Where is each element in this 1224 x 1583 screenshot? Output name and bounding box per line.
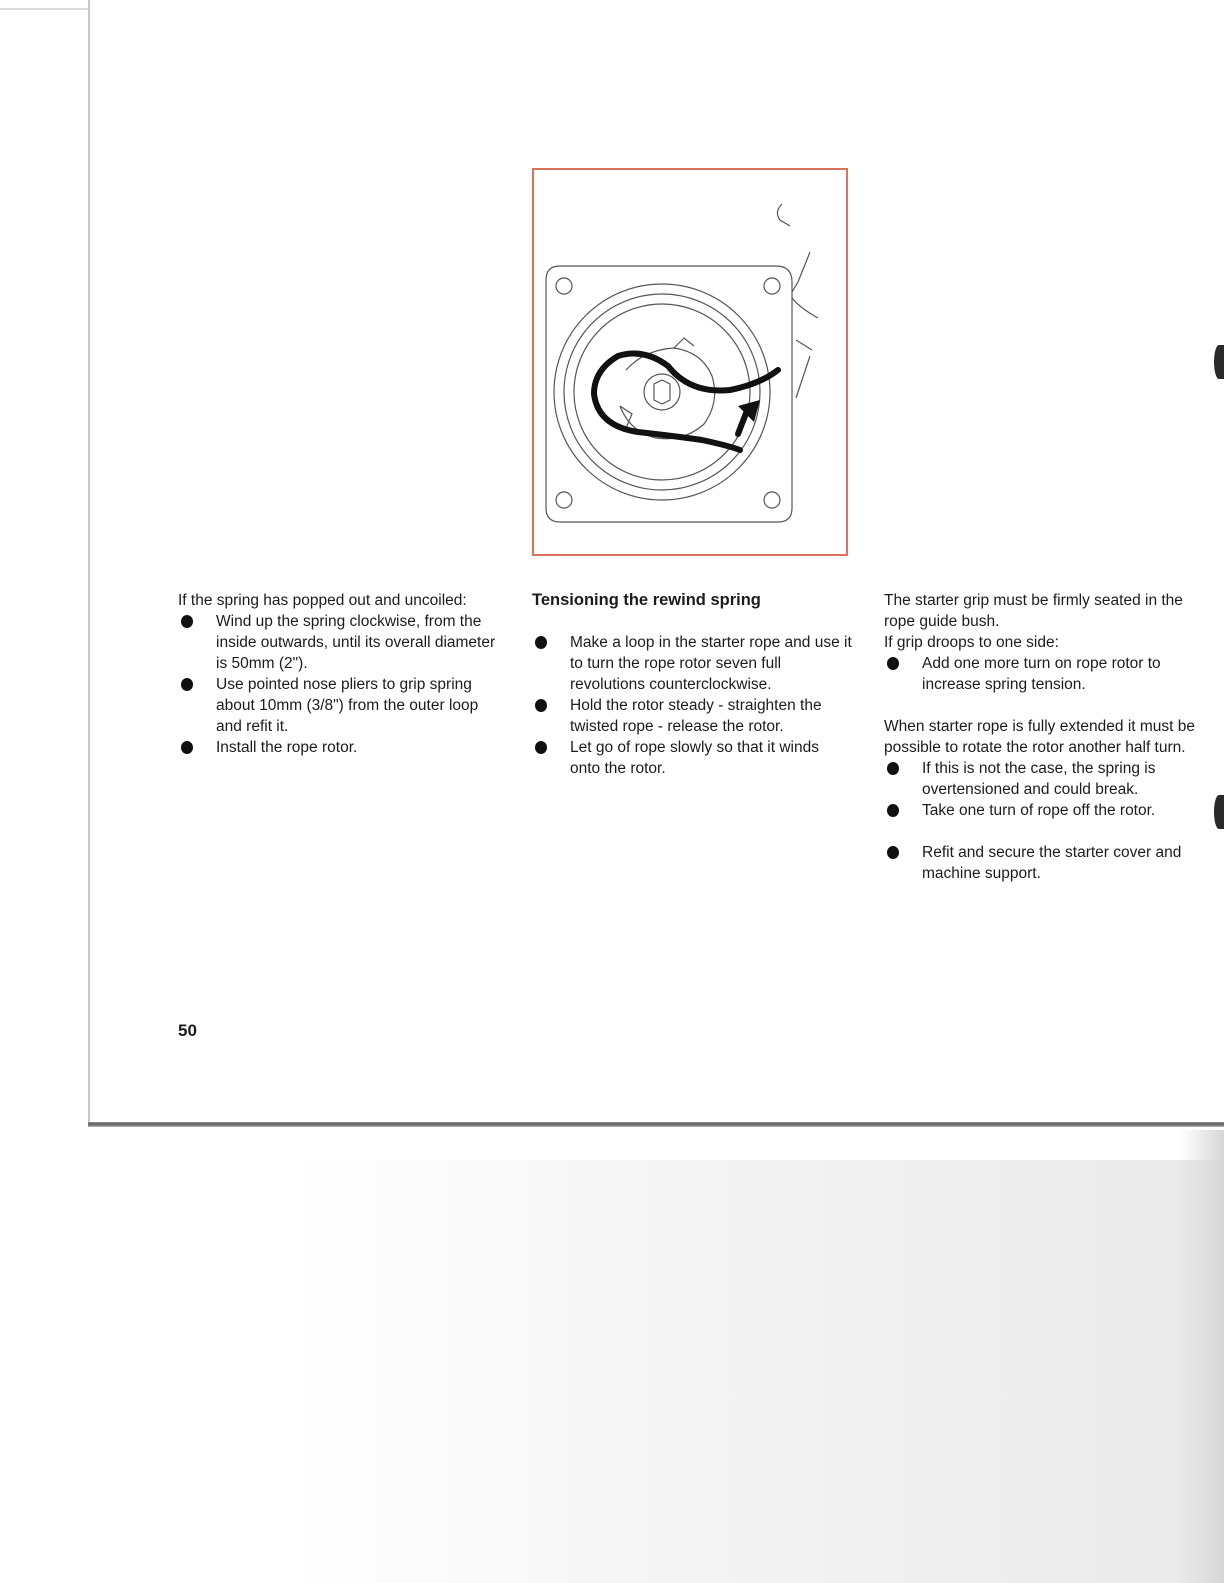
- page-edge-left: [88, 0, 90, 1125]
- column-checks: [884, 590, 1204, 884]
- page-number: 50: [178, 1021, 197, 1040]
- column-tensioning: [532, 590, 852, 779]
- list-item: Refit and secure the starter cover and machine support.: [884, 842, 1204, 884]
- overtension-steps: [884, 758, 1204, 821]
- column-spring-refit: [178, 590, 498, 758]
- list-item: Use pointed nose pliers to grip spring about 10mm (3/8") from the outer loop and refit it.: [178, 674, 498, 737]
- droop-steps: [884, 653, 1204, 695]
- grip-seat-text: The starter grip must be firmly seated in the rope guide bush.: [884, 592, 1183, 630]
- list-item: Install the rope rotor.: [178, 737, 498, 758]
- list-item: Take one turn of rope off the rotor.: [884, 800, 1204, 821]
- intro-text: If the spring has popped out and uncoiled:: [178, 592, 467, 609]
- section-heading: Tensioning the rewind spring: [532, 591, 761, 609]
- list-item: If this is not the case, the spring is overtensioned and could break.: [884, 758, 1204, 800]
- scan-blot: [1214, 795, 1224, 829]
- list-item: Let go of rope slowly so that it winds onto the rotor.: [532, 737, 852, 779]
- page-edge-top: [0, 8, 88, 10]
- list-item: Wind up the spring clockwise, from the inside outwards, until its overall diameter is 50mm (2").: [178, 611, 498, 674]
- starter-rotor-drawing: [534, 170, 846, 554]
- starter-rotor-illustration: [532, 168, 848, 556]
- list-item: Add one more turn on rope rotor to increase spring tension.: [884, 653, 1204, 695]
- scan-shadow-right: [1180, 1130, 1224, 1583]
- page-edge-bottom: [88, 1122, 1224, 1127]
- scan-shadow: [290, 1160, 1224, 1583]
- tensioning-steps: [532, 632, 852, 779]
- spring-refit-steps: [178, 611, 498, 758]
- refit-steps: [884, 842, 1204, 884]
- scan-blot: [1214, 345, 1224, 379]
- list-item: Hold the rotor steady - straighten the twisted rope - release the rotor.: [532, 695, 852, 737]
- rope-extended-text: When starter rope is fully extended it must be possible to rotate the rotor another half turn.: [884, 718, 1196, 756]
- list-item: Make a loop in the starter rope and use it to turn the rope rotor seven full revolutions counterclockwise.: [532, 632, 852, 695]
- grip-droop-text: If grip droops to one side:: [884, 634, 1059, 651]
